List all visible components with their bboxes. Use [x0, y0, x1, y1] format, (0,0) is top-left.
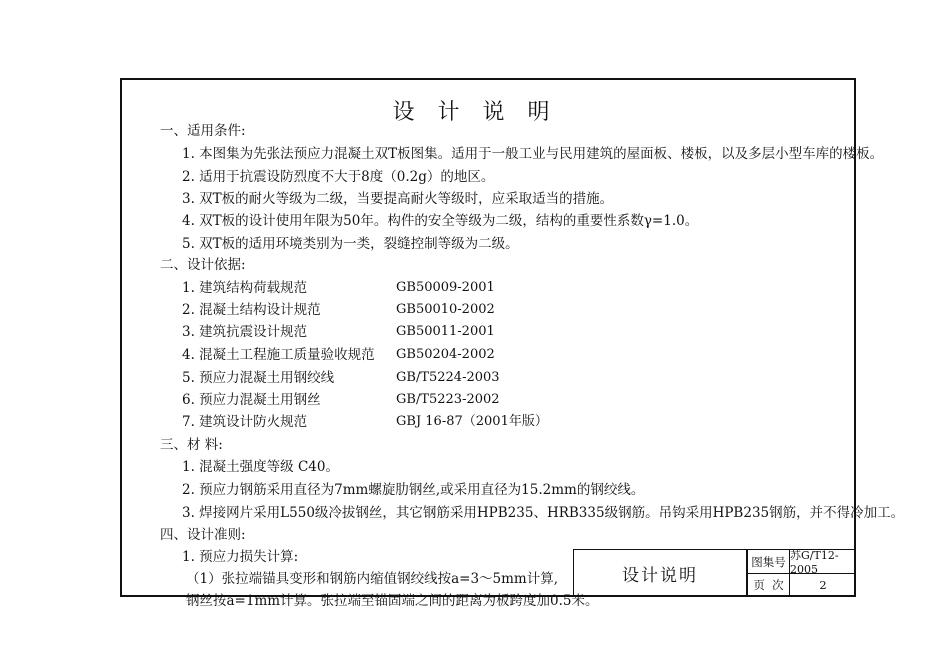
basis-item-code: GB50011-2001 [396, 324, 495, 339]
material-item: 3. 焊接网片采用L550级冷拔钢丝，其它钢筋采用HPB235、HRB335级钢筋。吊钩采用HPB235钢筋，并不得冷加工。 [182, 505, 905, 521]
basis-item-name: 1. 建筑结构荷载规范 [182, 280, 308, 296]
condition-item: 5. 双T板的适用环境类别为一类，裂缝控制等级为二级。 [182, 236, 519, 252]
titleblock-page-number: 2 [789, 573, 856, 596]
material-item: 2. 预应力钢筋采用直径为7mm螺旋肋钢丝,或采用直径为15.2mm的钢绞线。 [182, 482, 645, 498]
material-item: 1. 混凝土强度等级 C40。 [182, 459, 339, 475]
condition-item: 3. 双T板的耐火等级为二级，当要提高耐火等级时，应采取适当的措施。 [182, 191, 614, 207]
basis-item-name: 4. 混凝土工程施工质量验收规范 [182, 347, 375, 363]
basis-item-code: GB50009-2001 [396, 280, 495, 295]
section-heading-basis: 二、设计依据: [160, 257, 246, 273]
page-title: 设 计 说 明 [392, 100, 558, 125]
basis-item-code: GB/T5224-2003 [396, 370, 500, 385]
basis-item-name: 5. 预应力混凝土用钢绞线 [182, 370, 335, 386]
basis-item-name: 6. 预应力混凝土用钢丝 [182, 392, 321, 408]
condition-item: 4. 双T板的设计使用年限为50年。构件的安全等级为二级，结构的重要性系数γ=1.0。 [182, 213, 699, 229]
condition-item: 2. 适用于抗震设防烈度不大于8度（0.2g）的地区。 [182, 169, 495, 185]
basis-item-name: 7. 建筑设计防火规范 [182, 414, 308, 430]
criteria-subitem: 钢丝按a=1mm计算。张拉端至锚固端之间的距离为板跨度加0.5米。 [186, 593, 599, 609]
titleblock-atlas-label: 图集号 [747, 549, 789, 573]
titleblock-page-label: 页 次 [747, 573, 789, 596]
basis-item-name: 3. 建筑抗震设计规范 [182, 324, 308, 340]
section-heading-conditions: 一、适用条件: [160, 123, 246, 139]
basis-item-code: GB/T5223-2002 [396, 392, 500, 407]
condition-item: 1. 本图集为先张法预应力混凝土双T板图集。适用于一般工业与民用建筑的屋面板、楼板，以及多层小型车库的楼板。 [182, 146, 884, 162]
section-heading-materials: 三、材 料: [160, 437, 223, 453]
basis-item-code: GB50010-2002 [396, 302, 495, 317]
titleblock-atlas-number: 苏G/T12-2005 [789, 549, 856, 573]
criteria-item: 1. 预应力损失计算: [182, 549, 299, 565]
basis-item-code: GBJ 16-87（2001年版） [396, 414, 548, 429]
criteria-subitem: （1）张拉端锚具变形和钢筋内缩值钢绞线按a=3～5mm计算, [186, 571, 559, 587]
basis-item-code: GB50204-2002 [396, 347, 495, 362]
section-heading-criteria: 四、设计准则: [160, 527, 246, 543]
basis-item-name: 2. 混凝土结构设计规范 [182, 302, 321, 318]
titleblock-drawing-title: 设计说明 [573, 549, 747, 596]
